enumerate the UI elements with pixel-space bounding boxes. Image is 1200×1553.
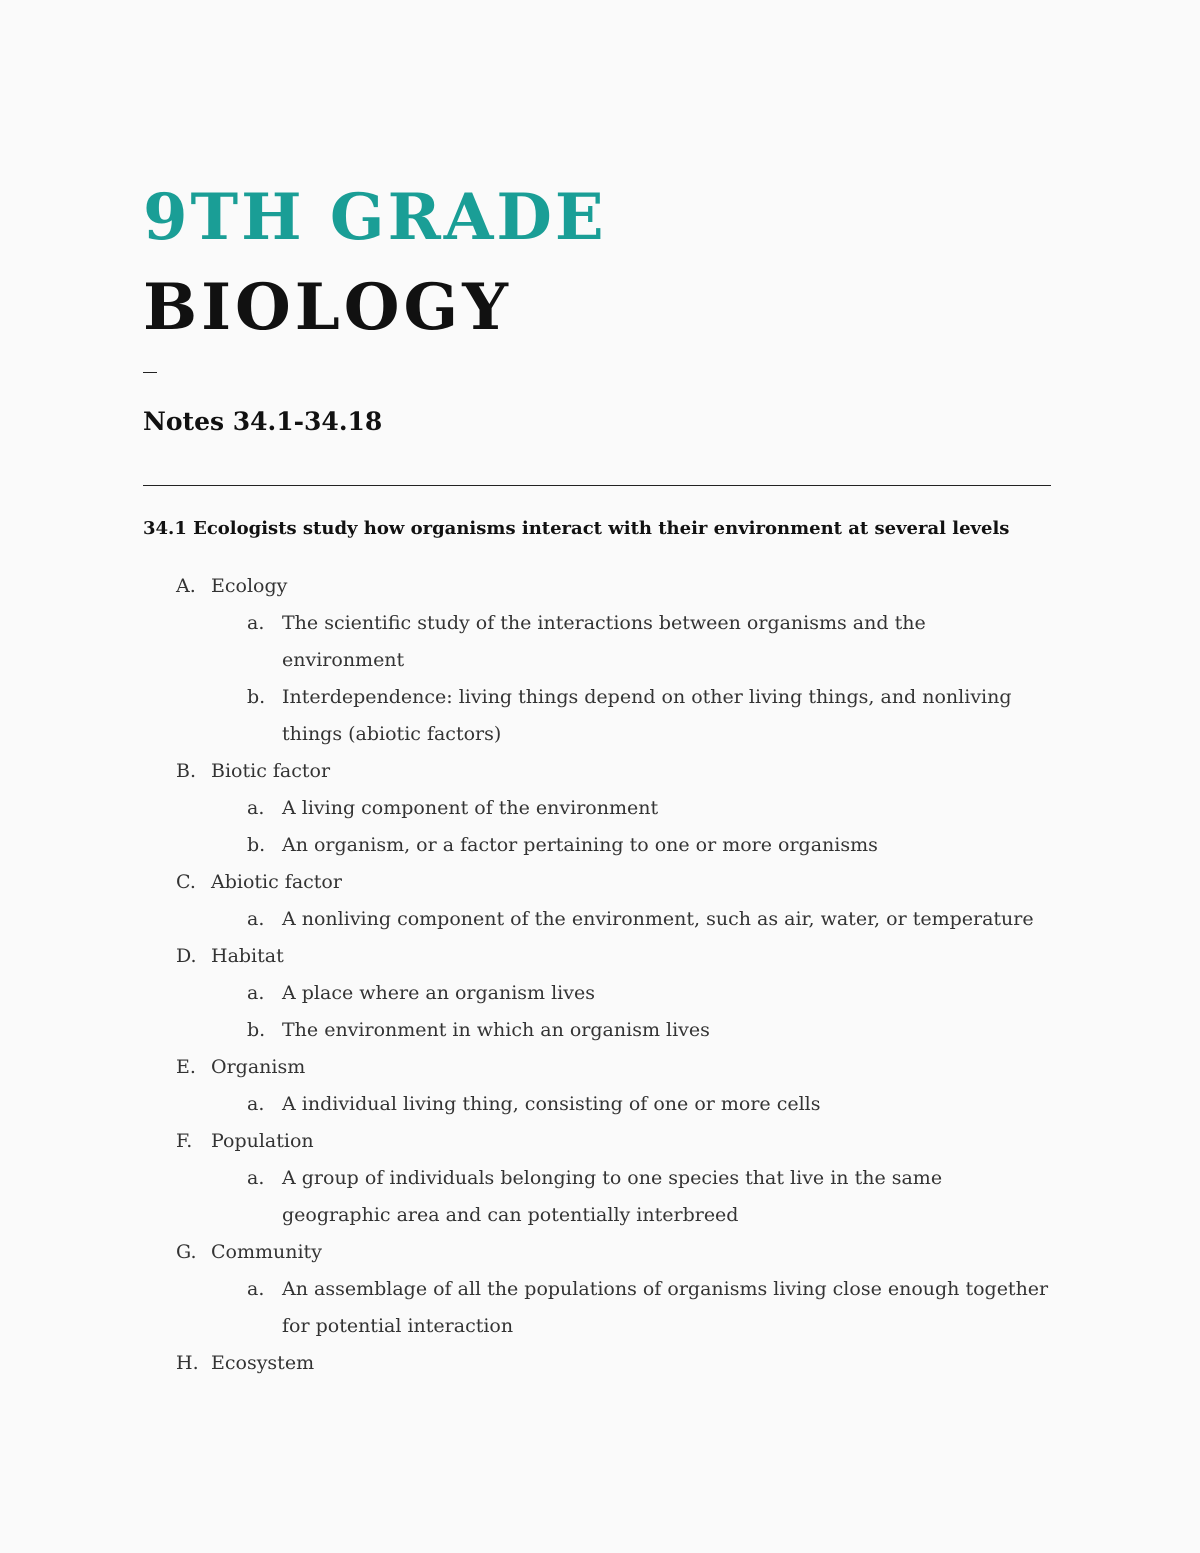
outline-definition — [143, 975, 1053, 1012]
term-label: Ecosystem — [211, 1352, 315, 1374]
term-marker: B. — [176, 760, 197, 782]
term-marker: F. — [176, 1130, 193, 1152]
title-grade: 9TH GRADE — [143, 180, 607, 255]
title-subject: BIOLOGY — [143, 270, 512, 345]
definition-marker: b. — [247, 1019, 266, 1041]
outline-definition — [143, 1160, 1053, 1234]
term-label: Biotic factor — [211, 760, 331, 782]
outline-term — [143, 568, 1053, 605]
outline-definition — [143, 1271, 1053, 1345]
outline-definition — [143, 790, 1053, 827]
definition-marker: b. — [247, 686, 266, 708]
definition-text: Interdependence: living things depend on other living things, and nonliving things (abiotic factors) — [282, 686, 1012, 745]
definition-marker: b. — [247, 834, 266, 856]
outline-definition — [143, 1012, 1053, 1049]
outline-term — [143, 1123, 1053, 1160]
term-label: Community — [211, 1241, 322, 1263]
outline-definition — [143, 1086, 1053, 1123]
definition-text: A group of individuals belonging to one species that live in the same geographic area and can potentially interbreed — [282, 1167, 943, 1226]
term-marker: H. — [176, 1352, 199, 1374]
outline-definition — [143, 827, 1053, 864]
outline-term — [143, 1049, 1053, 1086]
definition-marker: a. — [247, 797, 265, 819]
term-label: Population — [211, 1130, 314, 1152]
definition-marker: a. — [247, 982, 265, 1004]
term-marker: E. — [176, 1056, 196, 1078]
definition-marker: a. — [247, 908, 265, 930]
outline-term — [143, 864, 1053, 901]
definition-marker: a. — [247, 612, 265, 634]
definition-text: A individual living thing, consisting of one or more cells — [282, 1093, 821, 1115]
definition-text: An assemblage of all the populations of organisms living close enough together for potential interaction — [282, 1278, 1049, 1337]
title-divider — [143, 372, 157, 373]
term-marker: C. — [176, 871, 196, 893]
term-marker: D. — [176, 945, 197, 967]
horizontal-rule — [143, 485, 1051, 486]
definition-text: An organism, or a factor pertaining to one or more organisms — [282, 834, 878, 856]
definition-text: A nonliving component of the environment, such as air, water, or temperature — [282, 908, 1034, 930]
outline-term — [143, 1234, 1053, 1271]
outline-definition — [143, 901, 1053, 938]
definition-marker: a. — [247, 1093, 265, 1115]
outline-term — [143, 1345, 1053, 1382]
term-label: Abiotic factor — [211, 871, 342, 893]
definition-text: A place where an organism lives — [282, 982, 595, 1004]
section-heading: 34.1 Ecologists study how organisms interact with their environment at several levels — [143, 518, 1010, 539]
definition-text: The environment in which an organism lives — [282, 1019, 710, 1041]
notes-range: Notes 34.1-34.18 — [143, 407, 383, 436]
outline-definition — [143, 605, 1053, 679]
term-label: Habitat — [211, 945, 284, 967]
definition-text: The scientific study of the interactions between organisms and the environment — [282, 612, 926, 671]
definition-marker: a. — [247, 1167, 265, 1189]
definition-marker: a. — [247, 1278, 265, 1300]
term-marker: A. — [176, 575, 196, 597]
term-label: Ecology — [211, 575, 288, 597]
term-marker: G. — [176, 1241, 197, 1263]
outline-definition — [143, 679, 1053, 753]
outline-term — [143, 753, 1053, 790]
definition-text: A living component of the environment — [282, 797, 659, 819]
outline-list — [143, 568, 1053, 1382]
term-label: Organism — [211, 1056, 306, 1078]
outline-term — [143, 938, 1053, 975]
